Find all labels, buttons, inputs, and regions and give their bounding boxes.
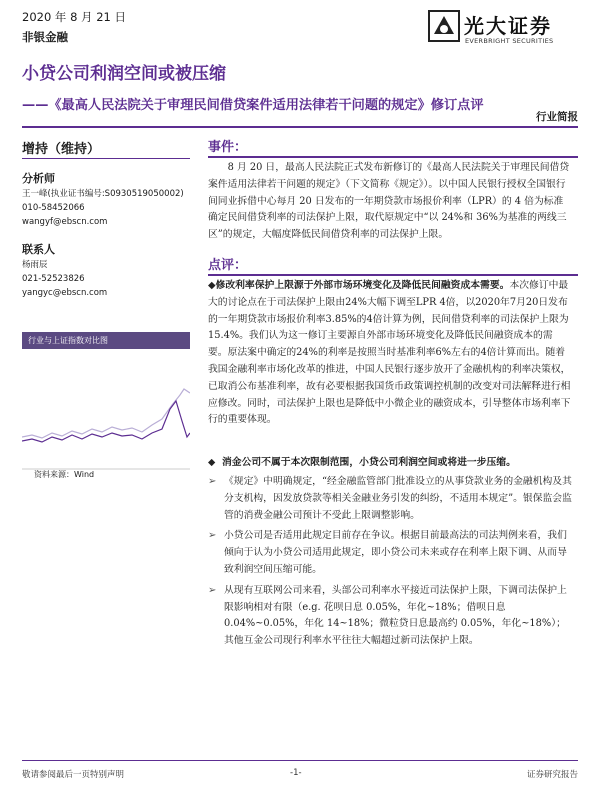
logo-mark-icon [428,10,460,42]
bullet-text: 小贷公司是否适用此规定目前存在争议。根据目前最高法的司法判例来看，我们倾向于认为小贷公司适用此规定，即小贷公司未来或存在利率上限下调、从而导致利润空间压缩可能。 [224,530,567,575]
analyst-name: 王一峰(执业证书编号:S0930519050002) [22,189,184,199]
report-type: 行业简报 [536,111,578,123]
event-text: 8 月 20 日，最高人民法院正式发布新修订的《最高人民法院关于审理民间借贷案件适用法律若干问题的规定》（下文简称《规定》）。以中国人民银行授权全国银行间同业拆借中心每月 20 日发布的一年期贷款市场报价利率（LPR）的 4 倍为标准确定民间借贷利率的司法保护上限，取代原规定中“以 24%和 36%为基准的两线三区”的规定，大幅度降低民间借贷利率的司法保护上限。 [208,162,570,241]
bullet-text: 从现有互联网公司来看，头部公司利率水平接近司法保护上限，下调司法保护上限影响相对有限（e.g. 花呗日息 0.05%，年化~18%；借呗日息 0.04%~0.05%，年化 14~18%；微粒贷日息最高约 0.05%，年化~18%）；其他互金公司现行利率水平往往大幅超过新司法保护上限。 [224,584,567,647]
company-logo [428,10,578,50]
logo-text-en: EVERBRIGHT SECURITIES [465,37,554,45]
contact-heading: 联系人 [22,243,55,256]
footer-divider [22,760,578,761]
event-heading: 事件： [208,140,248,155]
analyst-heading: 分析师 [22,172,55,185]
list-item [208,474,572,524]
report-subtitle: ——《最高人民法院关于审理民间借贷案件适用法律若干问题的规定》修订点评 [22,98,484,113]
event-rule [208,156,578,158]
report-date: 2020 年 8 月 21 日 [22,10,126,24]
footer-report-label: 证券研究报告 [526,770,578,780]
header-divider [22,126,578,128]
report-title: 小贷公司利润空间或被压缩 [22,64,226,84]
comment-rule [208,274,578,276]
chart-title: 行业与上证指数对比图 [22,332,190,349]
list-item [208,528,572,578]
comment-bullet-list [208,474,572,654]
arrow-bullet-icon: ➢ [208,584,217,596]
comment-paragraph-2-lead: 消金公司不属于本次限制范围，小贷公司利润空间或将进一步压缩。 [222,457,516,468]
comment-paragraph-1-lead: ◆修改利率保护上限源于外部市场环境变化及降低民间融资成本需要。 [208,280,510,291]
industry-vs-index-chart [22,332,190,470]
chart-plot [22,349,190,470]
chart-source: 资料来源：Wind [34,470,95,479]
contact-name: 杨雨辰 [22,260,48,270]
analyst-phone: 010-58452066 [22,203,85,213]
logo-text-cn: 光大证券 [464,14,552,38]
bullet-text: 《规定》中明确规定，“经金融监管部门批准设立的从事贷款业务的金融机构及其分支机构，因发放贷款等相关金融业务引发的纠纷，不适用本规定”。银保监会监管的消费金融公司预计不受此上限调整影响。 [224,476,572,521]
page-number: -1- [290,768,302,778]
sector-label: 非银金融 [22,30,68,44]
analyst-email[interactable]: wangyf@ebscn.com [22,217,108,227]
comment-paragraph-1-body: 本次修订中最大的讨论点在于司法保护上限由24%大幅下调至LPR 4倍，以2020年7月20日发布的一年期贷款市场报价利率3.85%的4倍计算为例，民间借贷利率的司法保护上限为15.4%。我们认为这一修订主要源自外部市场环境变化及降低民间融资成本的需要。原法案中确定的24%的利率是按照当时基准利率6%左右的4倍计算而出。随着我国金融利率市场化改革的推进，中国人民银行逐步放开了金融机构的利率决策权，已取消公布基准利率，故有必要根据我国货币政策调控机制的改变对司法解释进行相应修改。同时，司法保护上限也是降低中小微企业的融资成本，引导整体市场利率下行的重要体现。 [208,280,571,426]
rating: 增持（维持） [22,142,101,157]
diamond-bullet-icon: ◆ [208,457,216,468]
series-index-line [22,389,190,438]
list-item [208,583,572,650]
arrow-bullet-icon: ➢ [208,530,217,542]
contact-phone: 021-52523826 [22,274,85,284]
comment-paragraph-1 [208,278,572,429]
sidebar-divider [22,158,190,159]
comment-heading: 点评： [208,258,248,273]
arrow-bullet-icon: ➢ [208,476,217,487]
footer-disclaimer: 敬请参阅最后一页特别声明 [22,770,125,780]
contact-email[interactable]: yangyc@ebscn.com [22,288,108,298]
